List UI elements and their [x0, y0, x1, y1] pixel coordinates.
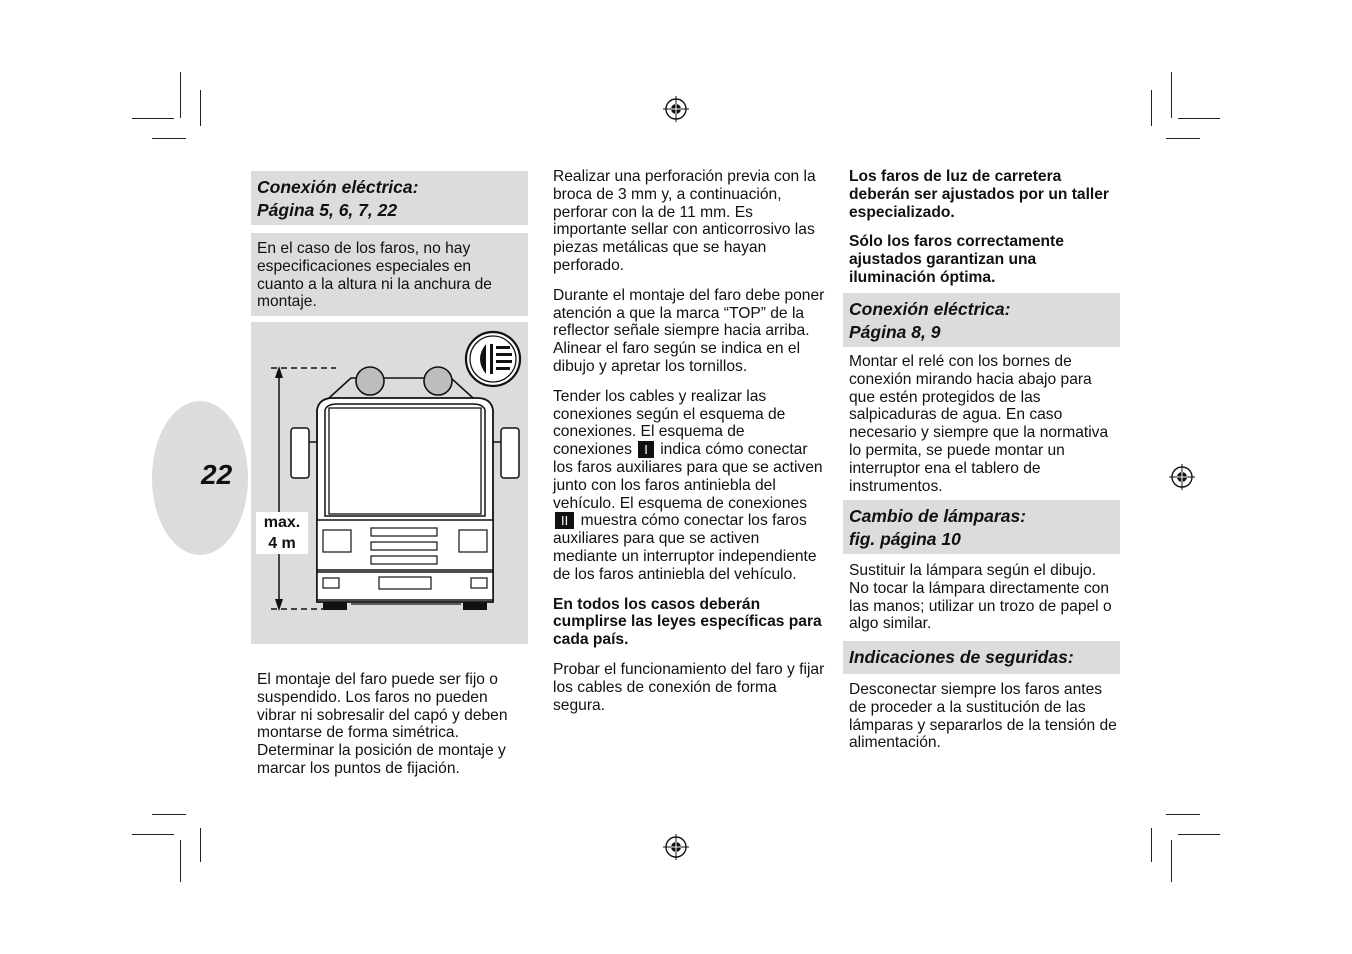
dimension-label: [256, 512, 308, 554]
heading-line: Página 8, 9: [849, 322, 941, 342]
diagram-tag-II: II: [555, 512, 574, 529]
diagram-tag-I: I: [638, 441, 654, 458]
page-number: 22: [201, 459, 233, 490]
relay-text: Montar el relé con los bornes de conexión mirando hacia abajo para que estén protegidos de las salpicaduras de agua. En caso necesario y siempre que la normativa lo permita, se puede montar un interruptor ena el tablero de instrumentos.: [849, 353, 1109, 495]
dimension-label-line: max.: [263, 514, 301, 531]
mounting-text: El montaje del faro puede ser fijo o suspendido. Los faros no pueden vibrar ni sobresalir del capó y deben montarse de forma simétrica. Determinar la posición de montaje y marcar los puntos de fijación.: [257, 671, 508, 777]
paragraph-wiring: [553, 388, 825, 584]
heading-line: Conexión eléctrica:: [849, 299, 1011, 319]
truck-figure: [251, 322, 528, 644]
column2-text: [553, 168, 825, 714]
intro-text: En el caso de los faros, no hay especificaciones especiales en cuanto a la altura ni la anchura de montaje.: [257, 240, 492, 311]
crosshair-icon: [663, 96, 689, 122]
high-beam-icon: [464, 330, 522, 388]
section-heading-electrical-2: [843, 293, 1120, 347]
intro-box: [251, 233, 528, 316]
page-tab: [152, 401, 248, 555]
crosshair-icon: [663, 834, 689, 860]
adjust-note: [849, 168, 1119, 287]
text-run: Tender los cables y realizar las conexiones según el esquema de conexiones. El esquema de conexiones: [553, 387, 786, 459]
paragraph: Realizar una perforación previa con la broca de 3 mm y, a continuación, perforar con la de 11 mm. Es importante sellar con anticorrosivo las piezas metálicas que se hayan perforado.: [553, 168, 816, 274]
heading-line: Indicaciones de seguridas:: [849, 647, 1074, 667]
heading-line: Página 5, 6, 7, 22: [257, 200, 398, 220]
paragraph: Durante el montaje del faro debe poner atención a que la marca “TOP” de la reflector señale siempre hacia arriba. Alinear el faro según se indica en el dibujo y apretar los tornillos.: [553, 286, 825, 375]
paragraph-bold: Sólo los faros correctamente ajustados garantizan una iluminación óptima.: [849, 233, 1064, 286]
crosshair-icon: [1169, 464, 1195, 490]
section-heading-safety: [843, 641, 1120, 674]
lamp-text: Sustituir la lámpara según el dibujo. No tocar la lámpara directamente con las manos; utilizar un trozo de papel o algo similar.: [849, 562, 1112, 633]
heading-line: Cambio de lámparas:: [849, 506, 1026, 526]
section-heading-lamp-change: [843, 500, 1120, 554]
paragraph: Probar el funcionamiento del faro y fijar los cables de conexión de forma segura.: [553, 660, 825, 714]
section-heading-electrical: [251, 171, 528, 225]
safety-text: Desconectar siempre los faros antes de proceder a la sustitución de las lámparas y separarlos de la tensión de alimentación.: [849, 681, 1117, 752]
text-run: muestra cómo conectar los faros auxiliares para que se activen mediante un interruptor independiente de los faros antiniebla del vehículo.: [553, 512, 817, 583]
heading-line: fig. página 10: [849, 529, 961, 549]
paragraph-bold: En todos los casos deberán cumplirse las leyes específicas para cada país.: [553, 595, 822, 649]
paragraph-bold: Los faros de luz de carretera deberán ser ajustados por un taller especializado.: [849, 168, 1109, 221]
heading-line: Conexión eléctrica:: [257, 177, 419, 197]
dimension-label-line: 4 m: [268, 535, 296, 552]
text-run: indica cómo conectar los faros auxiliares para que se activen junto con los faros antiniebla del vehículo. El esquema de conexiones: [553, 441, 823, 512]
